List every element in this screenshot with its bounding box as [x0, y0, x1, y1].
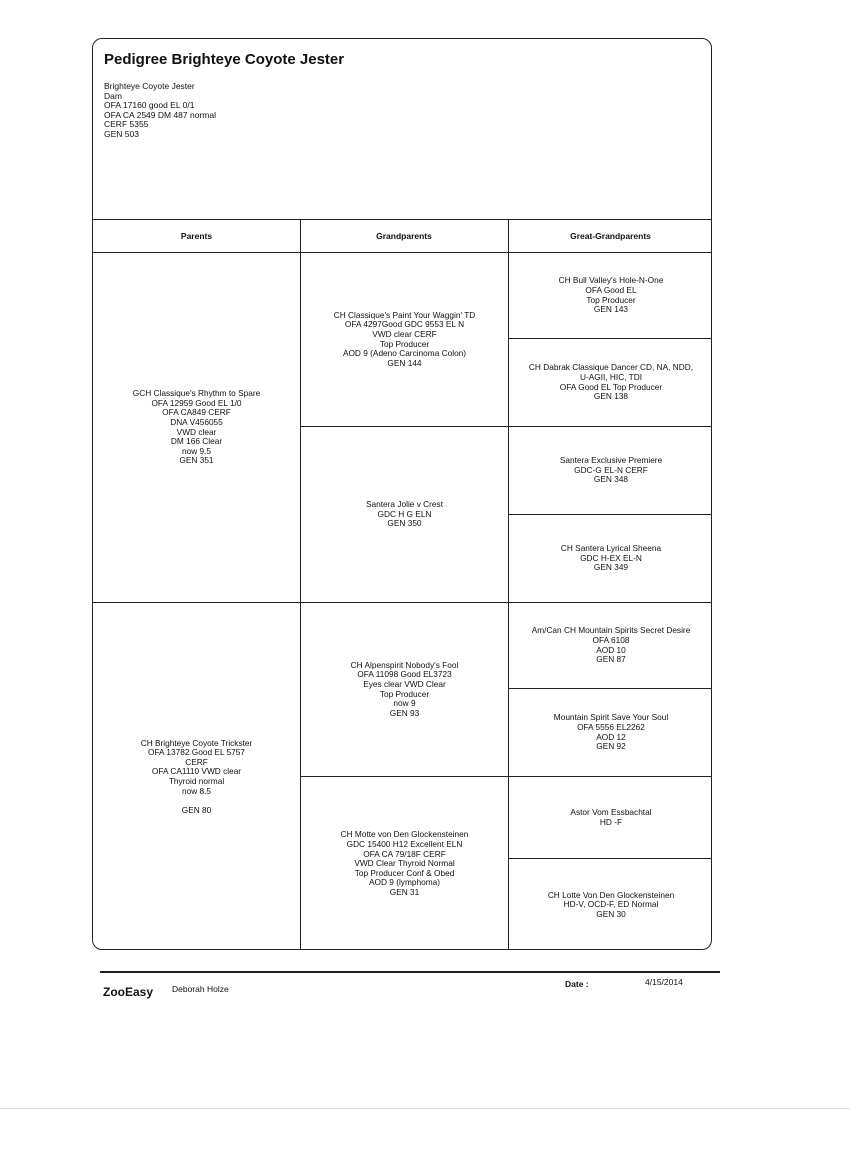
great-grandparent-cell [509, 603, 712, 689]
entry-line: GEN 349 [593, 562, 629, 573]
great-grandparent-cell [509, 253, 712, 339]
grandparent-cell [301, 427, 508, 603]
entry-text [341, 830, 469, 897]
header-grandparents: Grandparents [300, 219, 508, 253]
parent-sire-cell [93, 253, 300, 603]
entry-line: AOD 9 (Adeno Carcinoma Colon) [342, 348, 467, 359]
entry-line: HD -F [599, 816, 623, 827]
entry-line: GEN 351 [179, 455, 214, 466]
entry-line: GEN 348 [593, 474, 629, 485]
entry-line: GEN 143 [593, 304, 629, 315]
entry-line: Top Producer Conf & Obed [354, 867, 455, 878]
entry-line: Top Producer [586, 294, 636, 305]
entry-line: GEN 92 [596, 741, 626, 752]
entry-line: OFA Good EL [585, 284, 637, 295]
subject-dog-info [104, 82, 216, 140]
entry-line: VWD clear [176, 426, 217, 437]
entry-text [351, 661, 459, 719]
entry-line: CH Dabrak Classique Dancer CD, NA, NDD, [528, 362, 694, 373]
entry-text [570, 808, 651, 827]
entry-text [366, 500, 443, 529]
grandparent-cell [301, 253, 508, 427]
entry-line: GEN 138 [593, 391, 629, 402]
entry-line: GDC-G EL-N CERF [574, 464, 648, 475]
print-date: 4/15/2014 [645, 977, 683, 987]
entry-text [532, 626, 691, 664]
dog-health-line: CERF 5355 [104, 119, 149, 130]
great-grandparent-cell [509, 427, 712, 515]
owner-name: Deborah Holze [172, 984, 229, 994]
entry-line: GEN 30 [596, 908, 626, 919]
entry-line: VWD clear CERF [372, 328, 437, 339]
entry-line: Astor Vom Essbachtal [570, 806, 652, 817]
entry-line: GEN 93 [389, 707, 420, 718]
entry-line: OFA CA849 CERF [162, 407, 231, 418]
great-grandparent-cell [509, 859, 712, 950]
great-grandparent-cell [509, 777, 712, 859]
entry-text [554, 713, 668, 751]
entry-line: OFA 12959 Good EL 1/0 [151, 397, 242, 408]
entry-line: AOD 10 [596, 644, 626, 655]
entry-line: OFA CA 79/18F CERF [363, 848, 446, 859]
scan-edge [0, 1108, 850, 1109]
entry-line: Santera Jolie v Crest [365, 499, 443, 510]
entry-line: GEN 350 [387, 518, 422, 529]
entry-line: GDC 15400 H12 Excellent ELN [346, 839, 463, 850]
entry-line: HD-V, OCD-F, ED Normal [563, 899, 659, 910]
dog-name: Brighteye Coyote Jester [104, 81, 195, 91]
entry-line: CH Classique's Paint Your Waggin' TD [333, 309, 476, 320]
entry-line: now 9 [393, 698, 416, 709]
entry-line: GDC H G ELN [377, 508, 432, 519]
dog-health-line: OFA CA 2549 DM 487 normal [104, 109, 216, 120]
entry-line: GEN 80 [181, 804, 212, 815]
entry-line: AOD 9 (lymphoma) [368, 877, 440, 888]
entry-line: GDC H-EX EL-N [580, 552, 642, 563]
entry-text [561, 544, 661, 573]
dog-health-line: OFA 17160 good EL 0/1 [104, 100, 195, 111]
entry-line: U-AGII, HIC, TDI [579, 371, 643, 382]
great-grandparent-cell [509, 339, 712, 427]
entry-line: CH Santera Lyrical Sheena [560, 543, 662, 554]
entry-line: OFA 13782 Good EL 5757 [147, 747, 246, 758]
entry-line: DM 166 Clear [170, 436, 223, 447]
entry-line: Santera Exclusive Premiere [559, 455, 663, 466]
entry-line: OFA CA1110 VWD clear [151, 766, 242, 777]
entry-line: GEN 144 [387, 357, 422, 368]
pedigree-sheet [92, 38, 712, 950]
footer-divider [100, 971, 720, 973]
entry-line: GCH Classique's Rhythm to Spare [132, 388, 261, 399]
entry-line: Top Producer [379, 688, 430, 699]
entry-line: CERF [185, 756, 208, 767]
entry-line: Thyroid normal [168, 776, 225, 786]
entry-line: GEN 31 [389, 886, 420, 897]
entry-line: VWD Clear Thyroid Normal [354, 858, 455, 869]
page-title: Pedigree Brighteye Coyote Jester [104, 51, 345, 68]
entry-line: CH Brighteye Coyote Trickster [140, 737, 253, 748]
entry-line: Top Producer [379, 338, 430, 349]
entry-line: DNA V456055 [170, 416, 223, 427]
entry-line: CH Alpenspirit Nobody's Fool [350, 659, 459, 670]
entry-line: GEN 87 [596, 654, 626, 665]
entry-line: OFA Good EL Top Producer [559, 381, 663, 392]
great-grandparent-cell [509, 515, 712, 603]
entry-line: OFA 5556 EL2262 [577, 721, 645, 732]
entry-text [559, 276, 664, 314]
entry-text [133, 389, 260, 466]
header-great-grandparents: Great-Grandparents [508, 219, 712, 253]
grandparent-cell [301, 777, 508, 950]
entry-text [334, 311, 476, 369]
entry-text [141, 739, 253, 816]
entry-line: AOD 12 [596, 731, 626, 742]
entry-line: OFA 6108 [592, 634, 630, 645]
date-label: Date : [565, 979, 589, 989]
entry-line: OFA 4297Good GDC 9553 EL N [344, 319, 465, 330]
great-grandparent-cell [509, 689, 712, 777]
entry-line: CH Bull Valley's Hole-N-One [558, 275, 664, 286]
entry-line: now 8.5 [181, 785, 212, 796]
entry-text [529, 363, 693, 401]
dog-gen: GEN 503 [104, 128, 139, 139]
entry-line: Mountain Spirit Save Your Soul [553, 712, 669, 723]
entry-line: OFA 11098 Good EL3723 [357, 669, 452, 680]
parent-dam-cell [93, 603, 300, 950]
entry-line: CH Motte von Den Glockensteinen [340, 829, 469, 840]
grandparent-cell [301, 603, 508, 777]
entry-line: Eyes clear VWD Clear [363, 678, 446, 689]
entry-line: now 9.5 [181, 445, 212, 456]
entry-line: Am/Can CH Mountain Spirits Secret Desire [531, 625, 691, 636]
entry-text [560, 456, 662, 485]
entry-text [548, 891, 674, 920]
dog-sex: Dam [104, 90, 122, 101]
entry-line: CH Lotte Von Den Glockensteinen [547, 889, 675, 900]
brand-logo: ZooEasy [103, 985, 154, 999]
header-parents: Parents [93, 219, 300, 253]
